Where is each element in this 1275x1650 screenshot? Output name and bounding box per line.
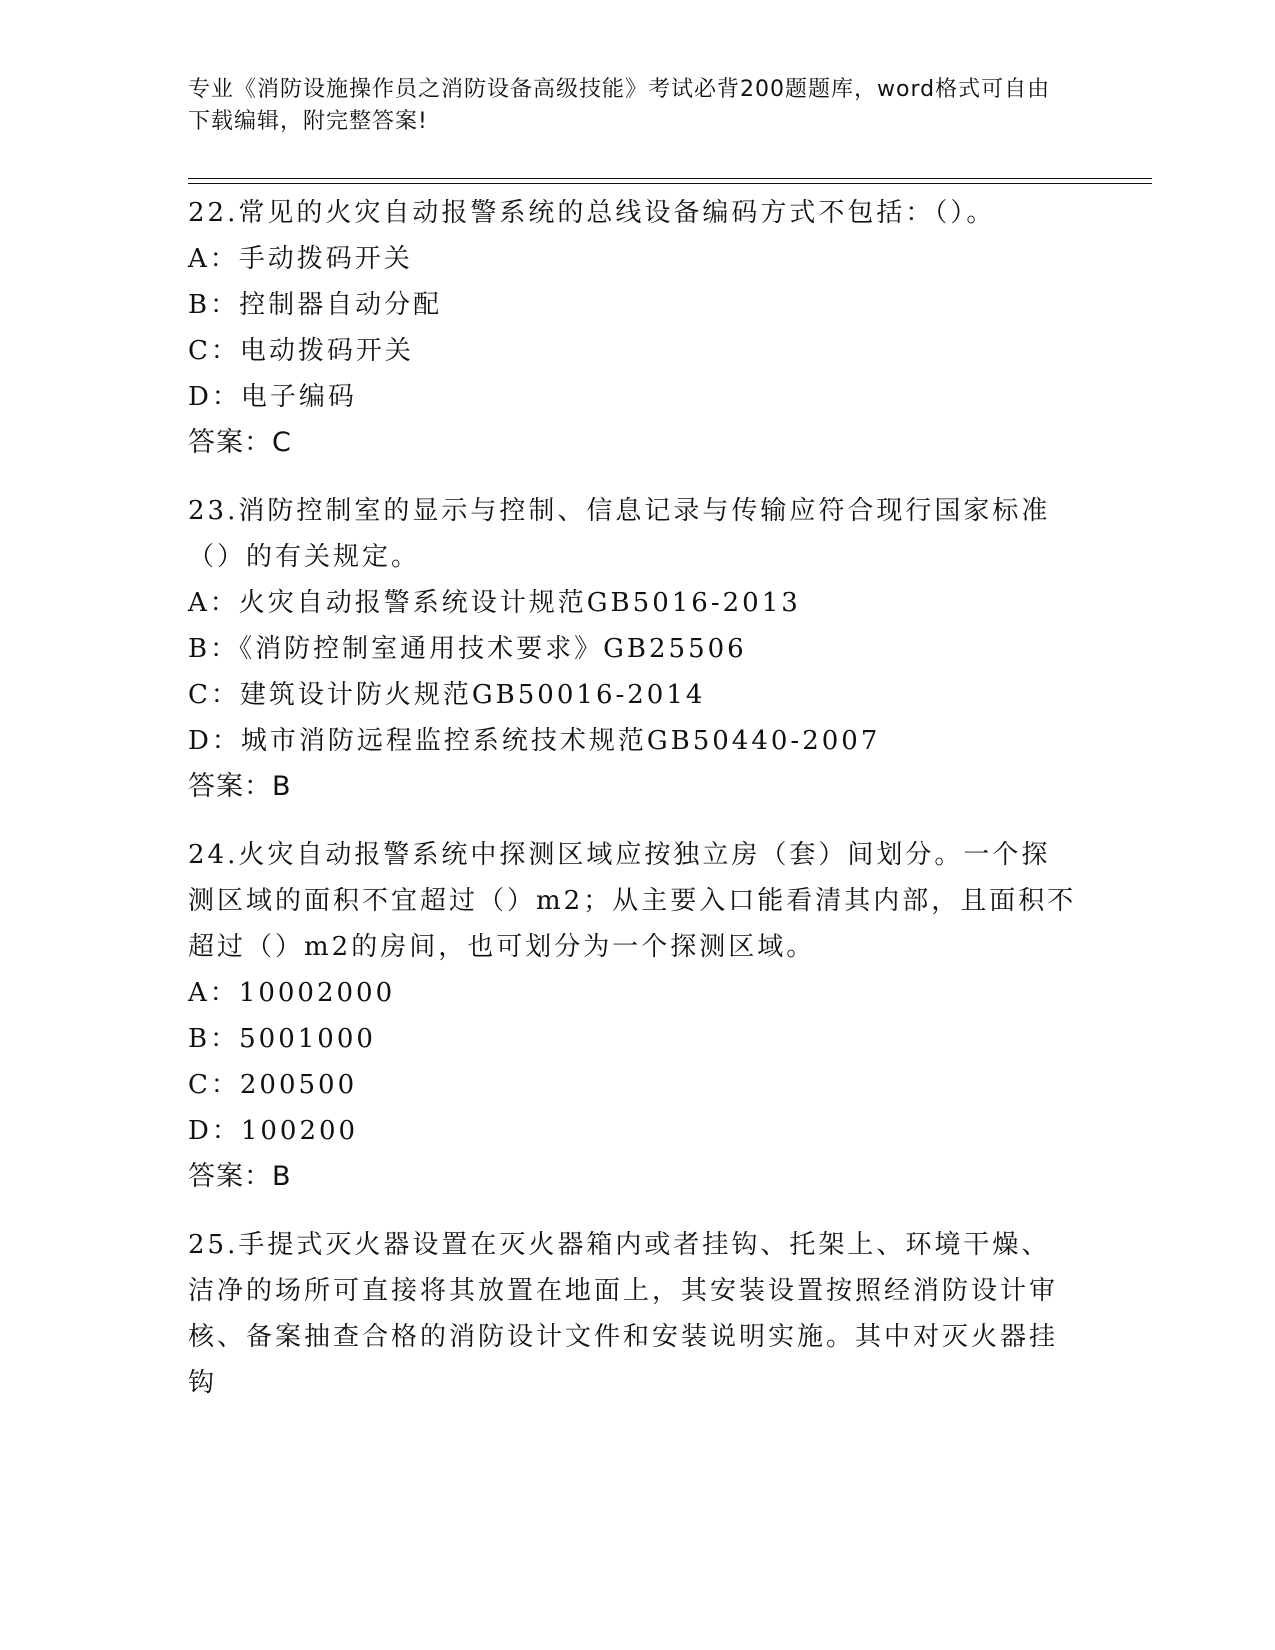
option-d: D：电子编码 bbox=[188, 382, 357, 412]
question-25 bbox=[188, 1222, 1088, 1406]
question-text: 25.手提式灭火器设置在灭火器箱内或者挂钩、托架上、环境干燥、洁净的场所可直接将其放置在地面上，其安装设置按照经消防设计审核、备案抽查合格的消防设计文件和安装说明实施。其中对灭火器挂钩 bbox=[188, 1230, 1059, 1398]
question-text: 24.火灾自动报警系统中探测区域应按独立房（套）间划分。一个探测区域的面积不宜超过（）m2；从主要入口能看清其内部，且面积不超过（）m2的房间，也可划分为一个探测区域。 bbox=[188, 840, 1077, 962]
answer: 答案：B bbox=[188, 771, 292, 802]
option-b: B：《消防控制室通用技术要求》GB25506 bbox=[188, 634, 747, 664]
option-b: B：5001000 bbox=[188, 1024, 376, 1054]
option-a: A：手动拨码开关 bbox=[188, 244, 413, 274]
question-23 bbox=[188, 488, 1088, 810]
option-c: C：电动拨码开关 bbox=[188, 336, 414, 366]
question-22 bbox=[188, 190, 1088, 466]
option-a: A：火灾自动报警系统设计规范GB5016-2013 bbox=[188, 588, 801, 618]
option-d: D：100200 bbox=[188, 1116, 359, 1146]
header-divider-bottom bbox=[188, 183, 1152, 184]
question-text: 22.常见的火灾自动报警系统的总线设备编码方式不包括：（）。 bbox=[188, 198, 996, 228]
question-text: 23.消防控制室的显示与控制、信息记录与传输应符合现行国家标准（）的有关规定。 bbox=[188, 496, 1051, 572]
option-d: D：城市消防远程监控系统技术规范GB50440-2007 bbox=[188, 726, 881, 756]
header-divider-top bbox=[188, 178, 1152, 179]
option-a: A：10002000 bbox=[188, 978, 396, 1008]
option-b: B：控制器自动分配 bbox=[188, 290, 443, 320]
question-24 bbox=[188, 832, 1088, 1200]
answer: 答案：B bbox=[188, 1161, 292, 1192]
question-list bbox=[188, 190, 1088, 1428]
option-c: C：200500 bbox=[188, 1070, 358, 1100]
document-header: 专业《消防设施操作员之消防设备高级技能》考试必背200题题库，word格式可自由下载编辑，附完整答案! bbox=[188, 77, 1051, 134]
option-c: C：建筑设计防火规范GB50016-2014 bbox=[188, 680, 706, 710]
answer: 答案：C bbox=[188, 427, 292, 458]
